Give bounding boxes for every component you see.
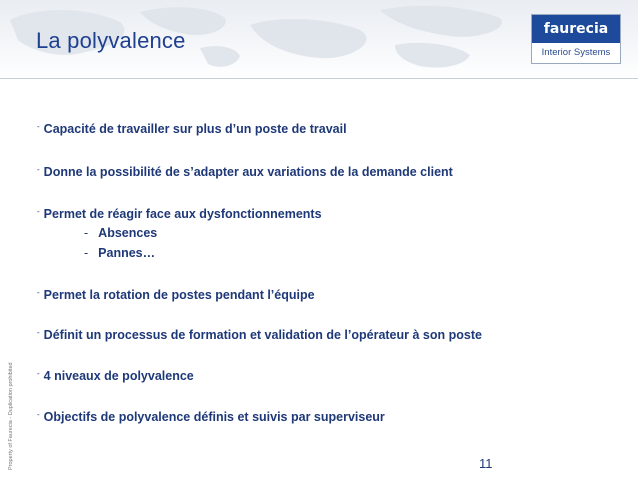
bullet-item bbox=[37, 410, 385, 424]
bullet-dash: - bbox=[37, 328, 40, 337]
bullet-item bbox=[37, 328, 482, 342]
bullet-item bbox=[37, 122, 347, 136]
bullet-dash: - bbox=[37, 207, 40, 216]
bullet-item bbox=[37, 165, 453, 179]
sub-bullet-dash: - bbox=[84, 226, 89, 240]
logo-tagline: Interior Systems bbox=[541, 47, 611, 58]
logo-brand: faurecia bbox=[532, 15, 620, 43]
page-number: 11 bbox=[479, 456, 493, 471]
sub-bullet-item bbox=[84, 226, 157, 240]
slide-header bbox=[0, 0, 638, 78]
bullet-dash: - bbox=[37, 288, 40, 297]
bullet-text: Capacité de travailler sur plus d’un poste de travail bbox=[43, 122, 347, 136]
sub-bullet-text: Pannes… bbox=[98, 246, 156, 260]
bullet-dash: - bbox=[37, 122, 40, 131]
sub-bullet-item bbox=[84, 246, 155, 260]
bullet-text: 4 niveaux de polyvalence bbox=[43, 369, 194, 383]
bullet-item bbox=[37, 288, 315, 302]
bullet-text: Permet la rotation de postes pendant l’équipe bbox=[43, 288, 315, 302]
bullet-item bbox=[37, 369, 194, 383]
faurecia-logo bbox=[531, 14, 621, 64]
bullet-dash: - bbox=[37, 410, 40, 419]
sub-bullet-text: Absences bbox=[98, 226, 158, 240]
bullet-dash: - bbox=[37, 165, 40, 174]
bullet-text: Définit un processus de formation et validation de l’opérateur à son poste bbox=[43, 328, 482, 342]
bullet-text: Donne la possibilité de s’adapter aux variations de la demande client bbox=[43, 165, 453, 179]
bullet-dash: - bbox=[37, 369, 40, 378]
header-divider bbox=[0, 78, 638, 79]
page-title: La polyvalence bbox=[36, 28, 186, 53]
bullet-item bbox=[37, 207, 322, 221]
bullet-text: Objectifs de polyvalence définis et suivis par superviseur bbox=[43, 410, 385, 424]
sub-bullet-dash: - bbox=[84, 246, 89, 260]
confidentiality-note: Property of Faurecia - Duplication prohibited bbox=[8, 362, 14, 470]
bullet-text: Permet de réagir face aux dysfonctionnements bbox=[43, 207, 322, 221]
